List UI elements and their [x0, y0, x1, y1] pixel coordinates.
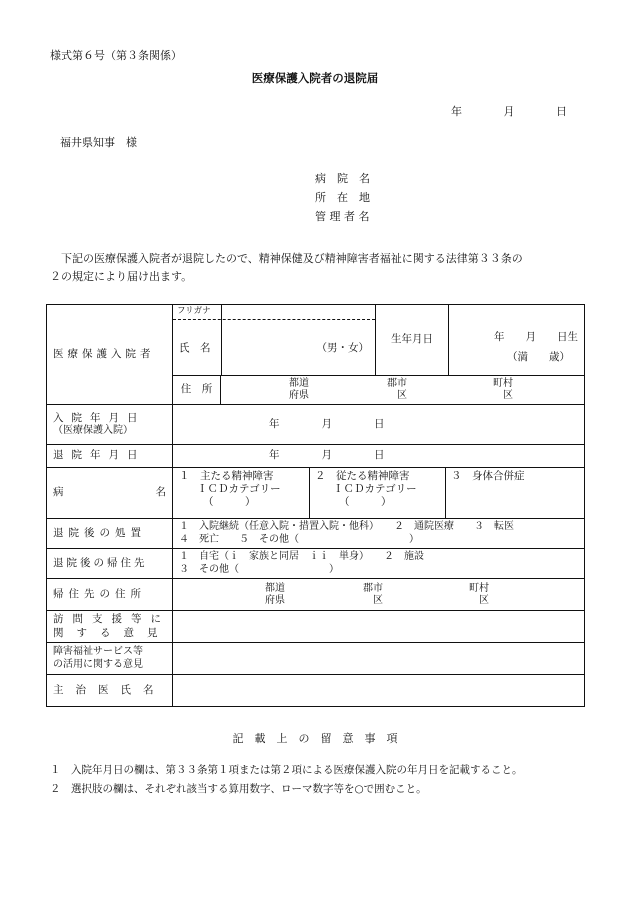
- welfare-opinion-label: 障害福祉サービス等 の活用に関する意見: [47, 643, 173, 675]
- admission-date-label: 入院年月日 （医療保護入院）: [47, 405, 173, 445]
- birth-cell[interactable]: [449, 305, 585, 376]
- intro-line-1: 下記の医療保護入院者が退院したので、精神保健及び精神障害者福祉に関する法律第３３条の: [61, 252, 523, 265]
- day-label: 日: [556, 105, 567, 118]
- return-address-row: [47, 579, 585, 611]
- secondary-disorder: ２ 従たる精神障害 ＩＣＤカテゴリー （ ）: [315, 470, 417, 509]
- doctor-name-cell[interactable]: [173, 675, 585, 707]
- prefecture-unit: 都道 府県: [289, 378, 309, 401]
- note-item-2: ２ 選択肢の欄は、それぞれ該当する算用数字、ローマ数字等を○で囲むこと。: [50, 783, 427, 795]
- support-opinion-cell[interactable]: [173, 611, 585, 643]
- note-item-1: １ 入院年月日の欄は、第３３条第１項または第２項による医療保護入院の年月日を記載すること。: [50, 764, 523, 776]
- submission-date: [451, 103, 567, 119]
- welfare-opinion-cell[interactable]: [173, 643, 585, 675]
- doctor-row: [47, 675, 585, 707]
- disease-cell[interactable]: [173, 468, 585, 519]
- address-label: 住 所: [173, 376, 221, 405]
- disposition-label: 退院後の処置: [47, 519, 173, 549]
- manager-name-label: 管 理 者 名: [315, 210, 370, 223]
- admission-date-cell[interactable]: 年 月 日: [173, 405, 585, 445]
- city-unit: 郡市 区: [363, 582, 383, 606]
- return-address-label: 帰住先の住所: [47, 579, 173, 611]
- disposition-cell[interactable]: １ 入院継続（任意入院・措置入院・他科） ２ 通院医療 ３ 転医 ４ 死亡 ５ その他（ ）: [173, 519, 585, 549]
- notification-table: [46, 304, 585, 707]
- addressee: 福井県知事 様: [60, 136, 137, 149]
- hospital-name-label: 病 院 名: [315, 172, 370, 185]
- welfare-opinion-row: [47, 643, 585, 675]
- form-number: 様式第６号（第３条関係）: [50, 49, 182, 62]
- disposition-row: [47, 519, 585, 549]
- discharge-date-label: 退院年月日: [47, 445, 173, 468]
- address-cell[interactable]: [221, 376, 585, 405]
- month-label: 月: [503, 105, 515, 118]
- support-opinion-row: [47, 611, 585, 643]
- town-unit: 町村 区: [469, 582, 489, 606]
- age: （満 歳）: [507, 351, 570, 363]
- notes-heading: 記 載 上 の 留 意 事 項: [232, 732, 398, 745]
- primary-disorder: １ 主たる精神障害 ＩＣＤカテゴリー （ ）: [179, 470, 281, 509]
- return-destination-label: 退院後の帰住先: [47, 549, 173, 579]
- return-destination-cell[interactable]: １ 自宅（ｉ 家族と同居 ｉｉ 単身） ２ 施設 ３ その他（ ）: [173, 549, 585, 579]
- birth-ymd: 年 月 日生: [494, 331, 578, 343]
- discharge-date-cell[interactable]: 年 月 日: [173, 445, 585, 468]
- discharge-date-row: [47, 445, 585, 468]
- name-label: 氏 名: [179, 342, 211, 354]
- city-unit: 郡市 区: [387, 378, 407, 401]
- disease-label: 病 名: [47, 468, 173, 519]
- disease-row: [47, 468, 585, 519]
- document-title: 医療保護入院者の退院届: [251, 71, 379, 85]
- admission-date-row: [47, 405, 585, 445]
- return-address-cell[interactable]: [173, 579, 585, 611]
- furigana-label: フリガナ: [177, 306, 211, 316]
- hospital-address-label: 所 在 地: [315, 191, 370, 204]
- birth-label: 生年月日: [376, 305, 449, 376]
- year-label: 年: [451, 105, 462, 118]
- town-unit: 町村 区: [493, 378, 513, 401]
- intro-line-2: ２の規定により届け出ます。: [50, 270, 193, 283]
- support-opinion-label: 訪問支援等に 関する意見: [47, 611, 173, 643]
- return-destination-row: [47, 549, 585, 579]
- sex-choice[interactable]: （男・女）: [316, 342, 369, 354]
- patient-name-row: [47, 305, 585, 376]
- patient-label: 医療保護入院者: [47, 305, 173, 405]
- prefecture-unit: 都道 府県: [265, 582, 285, 606]
- physical-complication: ３ 身体合併症: [451, 470, 525, 482]
- name-cell[interactable]: [173, 305, 376, 376]
- doctor-name-label: 主治医氏名: [47, 675, 173, 707]
